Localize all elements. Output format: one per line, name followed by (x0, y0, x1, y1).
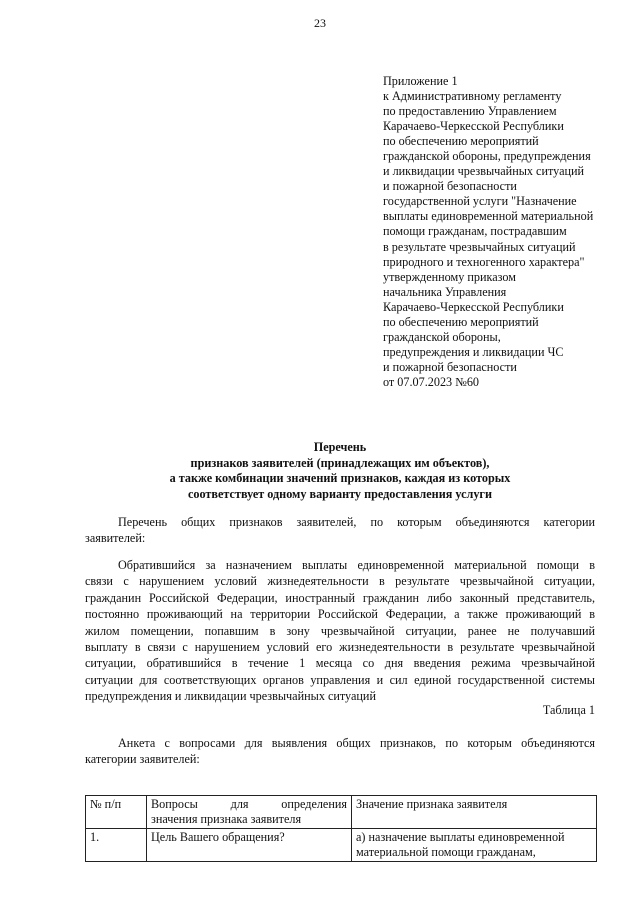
paragraph-line: постоянно проживающий на территории Российской Федерации, а также проживающий в (85, 607, 595, 622)
paragraph-line: связи с нарушением условий жизнедеятельности в результате чрезвычайной ситуации, (85, 574, 595, 589)
appendix-line: помощи гражданам, пострадавшим (383, 224, 567, 239)
paragraph-line: выплату в связи с нарушением условий его жизнедеятельности в результате чрезвычайной (85, 640, 595, 655)
questionnaire-table (85, 795, 597, 862)
appendix-line: и пожарной безопасности (383, 179, 517, 194)
appendix-line: предупреждения и ликвидации ЧС (383, 344, 564, 359)
paragraph-line: ситуации для соответствующих органов управления и сил единой государственной системы (85, 672, 595, 687)
paragraph-line: жилом помещении, попавшим в зону чрезвычайной ситуации, ранее не получавший (85, 623, 595, 638)
table-label: Таблица 1 (542, 703, 595, 717)
paragraph-line: предупреждения и ликвидации чрезвычайных ситуаций (85, 689, 376, 704)
appendix-line: по предоставлению Управлением (383, 104, 557, 119)
appendix-line: по обеспечению мероприятий (383, 314, 539, 329)
appendix-line: Приложение 1 (383, 74, 458, 88)
appendix-line: государственной услуги "Назначение (383, 194, 577, 209)
appendix-line: гражданской обороны, предупреждения (383, 149, 591, 164)
appendix-line: начальника Управления (383, 284, 507, 299)
table-header-row (86, 796, 597, 829)
paragraph-line: гражданин Российской Федерации, иностранный гражданин либо законный представитель, (85, 590, 595, 605)
appendix-line: в результате чрезвычайных ситуаций (383, 239, 576, 254)
appendix-line: от 07.07.2023 №60 (383, 374, 480, 389)
cell-answer (352, 829, 597, 862)
table-row (86, 829, 597, 862)
title-line: Перечень (313, 440, 367, 454)
paragraph-line: Перечень общих признаков заявителей, по которым объединяются категории (118, 515, 595, 529)
title-line: признаков заявителей (принадлежащих им объектов), (190, 455, 490, 470)
paragraph-questionnaire (85, 735, 595, 768)
cell-number: 1. (86, 829, 147, 862)
title-line: а также комбинации значений признаков, каждая из которых (169, 471, 511, 485)
header-cell-value: Значение признака заявителя (352, 796, 597, 829)
document-title (60, 440, 620, 502)
paragraph-line: ситуации, обратившийся в течение 1 месяца со дня введения режима чрезвычайной (85, 656, 595, 671)
paragraph-line: заявителей: (85, 531, 146, 546)
paragraph-line: Анкета с вопросами для выявления общих признаков, по которым объединяются (118, 736, 595, 750)
cell-question: Цель Вашего обращения? (147, 829, 352, 862)
header-line: значения признака заявителя (151, 812, 302, 826)
appendix-line: выплаты единовременной материальной (383, 209, 594, 224)
appendix-line: и ликвидации чрезвычайных ситуаций (383, 164, 585, 179)
appendix-line: и пожарной безопасности (383, 359, 517, 374)
appendix-line: Карачаево-Черкесской Республики (383, 299, 564, 314)
answer-line: а) назначение выплаты единовременной (356, 830, 565, 844)
page-number: 23 (314, 16, 326, 30)
appendix-line: к Административному регламенту (383, 89, 562, 104)
paragraph-line: категории заявителей: (85, 752, 200, 767)
answer-line: материальной помощи гражданам, (356, 845, 536, 859)
paragraph-line: Обратившийся за назначением выплаты единовременной материальной помощи в (118, 558, 595, 572)
appendix-header (383, 74, 633, 390)
appendix-line: по обеспечению мероприятий (383, 134, 539, 149)
header-line: Вопросы для определения (151, 797, 347, 811)
appendix-line: Карачаево-Черкесской Республики (383, 119, 564, 134)
paragraph-applicant-description (85, 557, 595, 705)
appendix-line: утвержденному приказом (383, 269, 516, 284)
header-cell-questions (147, 796, 352, 829)
title-line: соответствует одному варианту предоставления услуги (188, 486, 492, 501)
appendix-line: природного и техногенного характера" (383, 254, 585, 269)
header-cell-number: № п/п (86, 796, 147, 829)
appendix-line: гражданской обороны, (383, 329, 501, 344)
paragraph-general-features (85, 514, 595, 547)
